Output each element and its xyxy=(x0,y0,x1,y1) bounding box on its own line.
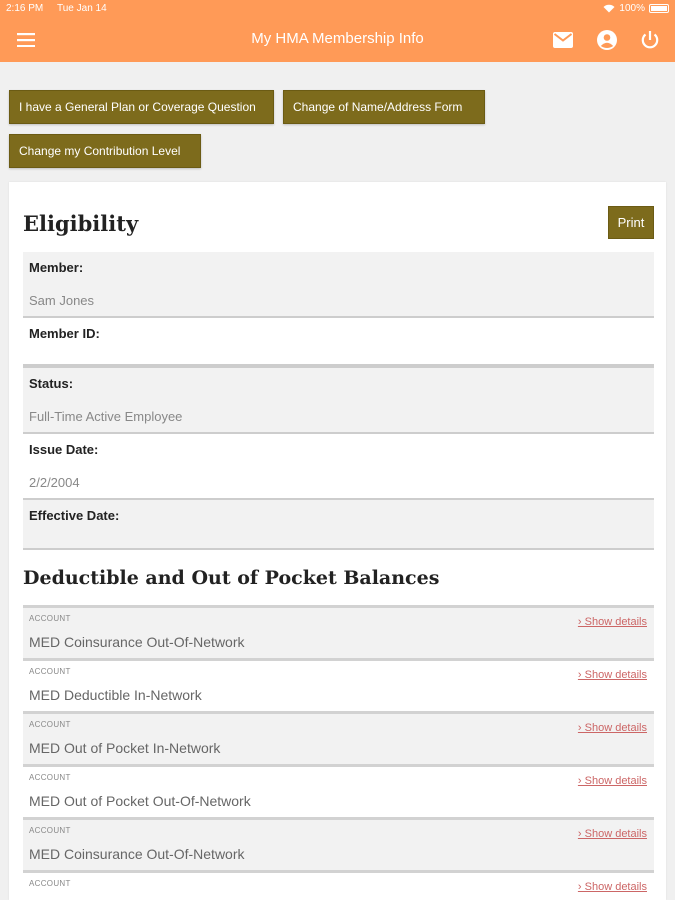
field-label: Effective Date: xyxy=(29,508,120,523)
show-details-link[interactable]: › Show details xyxy=(577,669,647,681)
account-row xyxy=(23,658,654,711)
account-name: MED Coinsurance Out-Of-Network xyxy=(29,634,245,650)
field-value: 2/2/2004 xyxy=(29,475,80,490)
field-effective-date xyxy=(23,500,654,550)
general-question-button[interactable]: I have a General Plan or Coverage Question xyxy=(9,90,274,124)
show-details-link[interactable]: › Show details xyxy=(577,828,647,840)
account-name: MED Coinsurance Out-Of-Network xyxy=(29,846,245,862)
account-tag: ACCOUNT xyxy=(29,773,71,782)
account-name: MED Deductible In-Network xyxy=(29,687,202,703)
status-right xyxy=(603,3,669,14)
field-member-id xyxy=(23,318,654,366)
account-tag: ACCOUNT xyxy=(29,826,71,835)
field-status xyxy=(23,366,654,434)
name-address-form-button[interactable]: Change of Name/Address Form xyxy=(283,90,485,124)
account-row xyxy=(23,817,654,870)
show-details-link[interactable]: › Show details xyxy=(577,616,647,628)
field-label: Status: xyxy=(29,376,74,391)
status-date: Tue Jan 14 xyxy=(57,3,107,14)
account-tag: ACCOUNT xyxy=(29,667,71,676)
show-details-link[interactable]: › Show details xyxy=(577,881,647,893)
battery-percent: 100% xyxy=(619,3,645,14)
field-label: Issue Date: xyxy=(29,442,99,457)
account-tag: ACCOUNT xyxy=(29,614,71,623)
mail-icon[interactable] xyxy=(551,28,575,52)
account-row xyxy=(23,870,654,900)
field-value: Sam Jones xyxy=(29,293,95,308)
app-header xyxy=(0,0,675,62)
eligibility-heading: Eligibility xyxy=(23,211,139,236)
wifi-icon xyxy=(603,4,615,13)
account-icon[interactable] xyxy=(595,28,619,52)
membership-card xyxy=(9,182,666,900)
account-tag: ACCOUNT xyxy=(29,879,71,888)
battery-icon xyxy=(649,4,669,13)
account-row xyxy=(23,711,654,764)
account-row xyxy=(23,764,654,817)
account-row xyxy=(23,605,654,658)
field-value: Full-Time Active Employee xyxy=(29,409,183,424)
account-name: MED Out of Pocket In-Network xyxy=(29,740,221,756)
contribution-level-button[interactable]: Change my Contribution Level xyxy=(9,134,201,168)
field-member xyxy=(23,252,654,318)
balances-heading: Deductible and Out of Pocket Balances xyxy=(23,567,440,589)
show-details-link[interactable]: › Show details xyxy=(577,722,647,734)
power-icon[interactable] xyxy=(638,28,662,52)
field-label: Member: xyxy=(29,260,84,275)
status-time: 2:16 PM xyxy=(6,3,44,14)
print-button[interactable]: Print xyxy=(608,206,654,239)
show-details-link[interactable]: › Show details xyxy=(577,775,647,787)
account-name: MED Out of Pocket Out-Of-Network xyxy=(29,793,251,809)
page-title: My HMA Membership Info xyxy=(251,30,424,47)
field-issue-date xyxy=(23,434,654,500)
account-tag: ACCOUNT xyxy=(29,720,71,729)
field-label: Member ID: xyxy=(29,326,100,341)
